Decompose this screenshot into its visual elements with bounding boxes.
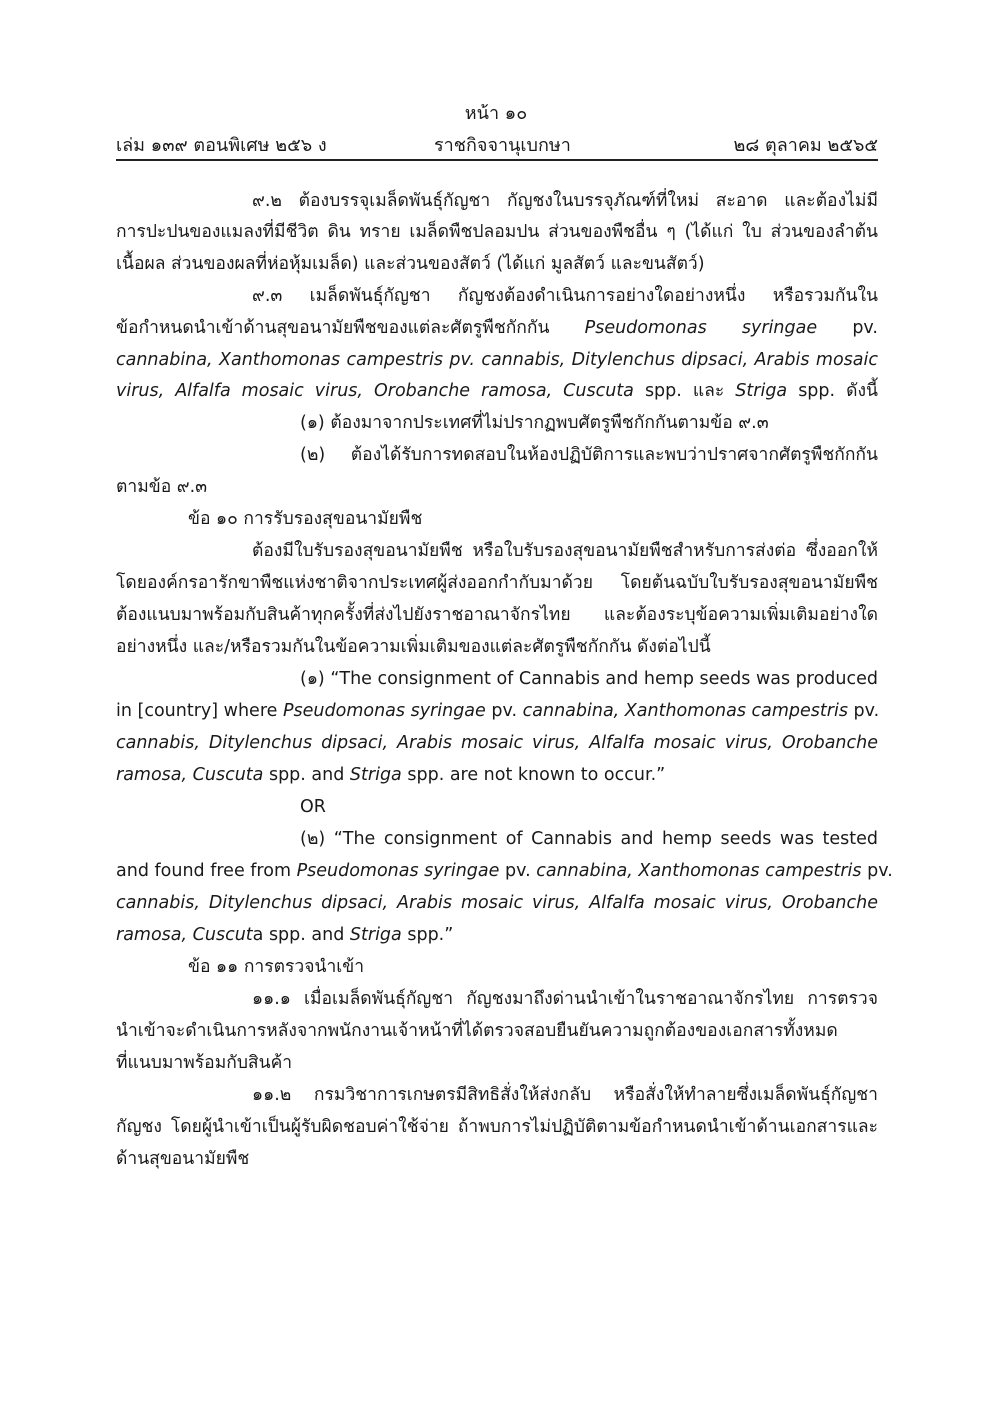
section-11-1-line: ๑๑.๑ เมื่อเมล็ดพันธุ์กัญชา กัญชงมาถึงด่านนำเข้าในราชอาณาจักรไทย การตรวจ	[252, 989, 878, 1009]
para-9-3-item: (๒) ต้องได้รับการทดสอบในห้องปฏิบัติการและพบว่าปราศจากศัตรูพืชกักกัน	[300, 445, 878, 465]
option-2-line: ramosa, Cuscuta spp. and Striga spp.”	[116, 925, 454, 945]
section-11-2-line: กัญชง โดยผู้นำเข้าเป็นผู้รับผิดชอบค่าใช้จ่าย ถ้าพบการไม่ปฏิบัติตามข้อกำหนดนำเข้าด้านเอกสารและ	[116, 1117, 878, 1137]
or-separator: OR	[300, 797, 326, 817]
option-1-line: ramosa, Cuscuta spp. and Striga spp. are not known to occur.”	[116, 765, 666, 785]
species-name: Pseudomonas syringae	[584, 318, 818, 338]
option-1-line: cannabis, Ditylenchus dipsaci, Arabis mosaic virus, Alfalfa mosaic virus, Orobanche	[116, 733, 878, 753]
para-9-3-item: (๑) ต้องมาจากประเทศที่ไม่ปรากฏพบศัตรูพืชกักกันตามข้อ ๙.๓	[300, 413, 769, 433]
option-2-line: (๒) “The consignment of Cannabis and hemp seeds was tested	[300, 829, 878, 849]
section-10-heading: ข้อ ๑๐ การรับรองสุขอนามัยพืช	[188, 509, 423, 529]
option-1-line: (๑) “The consignment of Cannabis and hemp seeds was produced	[300, 669, 878, 689]
para-9-3-line: ๙.๓ เมล็ดพันธุ์กัญชา กัญชงต้องดำเนินการอย่างใดอย่างหนึ่ง หรือรวมกันใน	[252, 286, 878, 306]
section-11-2-line: ๑๑.๒ กรมวิชาการเกษตรมีสิทธิสั่งให้ส่งกลับ หรือสั่งให้ทำลายซึ่งเมล็ดพันธุ์กัญชา	[252, 1085, 878, 1105]
gazette-header	[116, 130, 878, 158]
option-1-line: in [country] where Pseudomonas syringae pv. cannabina, Xanthomonas campestris pv.	[116, 701, 880, 721]
page-number: หน้า ๑๐	[464, 103, 528, 124]
section-10-line: อย่างหนึ่ง และ/หรือรวมกันในข้อความเพิ่มเติมของแต่ละศัตรูพืชกักกัน ดังต่อไปนี้	[116, 637, 711, 657]
option-2-line: and found free from Pseudomonas syringae pv. cannabina, Xanthomonas campestris pv.	[116, 861, 893, 881]
para-9-3-line: ข้อกำหนดนำเข้าด้านสุขอนามัยพืชของแต่ละศัตรูพืชกักกัน Pseudomonas syringae pv.	[116, 318, 878, 338]
section-11-heading: ข้อ ๑๑ การตรวจนำเข้า	[188, 957, 365, 977]
section-11-1-line: ที่แนบมาพร้อมกับสินค้า	[116, 1053, 293, 1073]
section-11-1-line: นำเข้าจะดำเนินการหลังจากพนักงานเจ้าหน้าที่ได้ตรวจสอบยืนยันความถูกต้องของเอกสารทั้งหมด	[116, 1021, 838, 1041]
para-9-3-item: ตามข้อ ๙.๓	[116, 477, 208, 497]
para-9-2-line: ๙.๒ ต้องบรรจุเมล็ดพันธุ์กัญชา กัญชงในบรรจุภัณฑ์ที่ใหม่ สะอาด และต้องไม่มี	[252, 191, 878, 211]
para-9-2-line: เนื้อผล ส่วนของผลที่ห่อหุ้มเมล็ด) และส่วนของสัตว์ (ได้แก่ มูลสัตว์ และขนสัตว์)	[116, 254, 705, 274]
header-volume: เล่ม ๑๓๙ ตอนพิเศษ ๒๕๖ ง	[116, 135, 327, 156]
section-10-line: ต้องแนบมาพร้อมกับสินค้าทุกครั้งที่ส่งไปยังราชอาณาจักรไทย และต้องระบุข้อความเพิ่มเติมอย่างใด	[116, 605, 878, 625]
section-10-line: ต้องมีใบรับรองสุขอนามัยพืช หรือใบรับรองสุขอนามัยพืชสำหรับการส่งต่อ ซึ่งออกให้	[252, 541, 878, 561]
section-11-2-line: ด้านสุขอนามัยพืช	[116, 1149, 250, 1169]
header-date: ๒๘ ตุลาคม ๒๕๖๕	[733, 135, 878, 156]
section-10-line: โดยองค์กรอารักขาพืชแห่งชาติจากประเทศผู้ส่งออกกำกับมาด้วย โดยต้นฉบับใบรับรองสุขอนามัยพืช	[116, 573, 878, 593]
option-2-line: cannabis, Ditylenchus dipsaci, Arabis mosaic virus, Alfalfa mosaic virus, Orobanche	[116, 893, 878, 913]
header-title: ราชกิจจานุเบกษา	[434, 135, 571, 156]
para-9-2-line: การปะปนของแมลงที่มีชีวิต ดิน ทราย เมล็ดพืชปลอมปน ส่วนของพืชอื่น ๆ (ได้แก่ ใบ ส่วนของลำต้น	[116, 222, 878, 242]
header-rule	[116, 159, 878, 161]
para-9-3-line: virus, Alfalfa mosaic virus, Orobanche ramosa, Cuscuta spp. และ Striga spp. ดังนี้	[116, 381, 878, 401]
para-9-3-line: cannabina, Xanthomonas campestris pv. cannabis, Ditylenchus dipsaci, Arabis mosaic	[116, 350, 878, 370]
